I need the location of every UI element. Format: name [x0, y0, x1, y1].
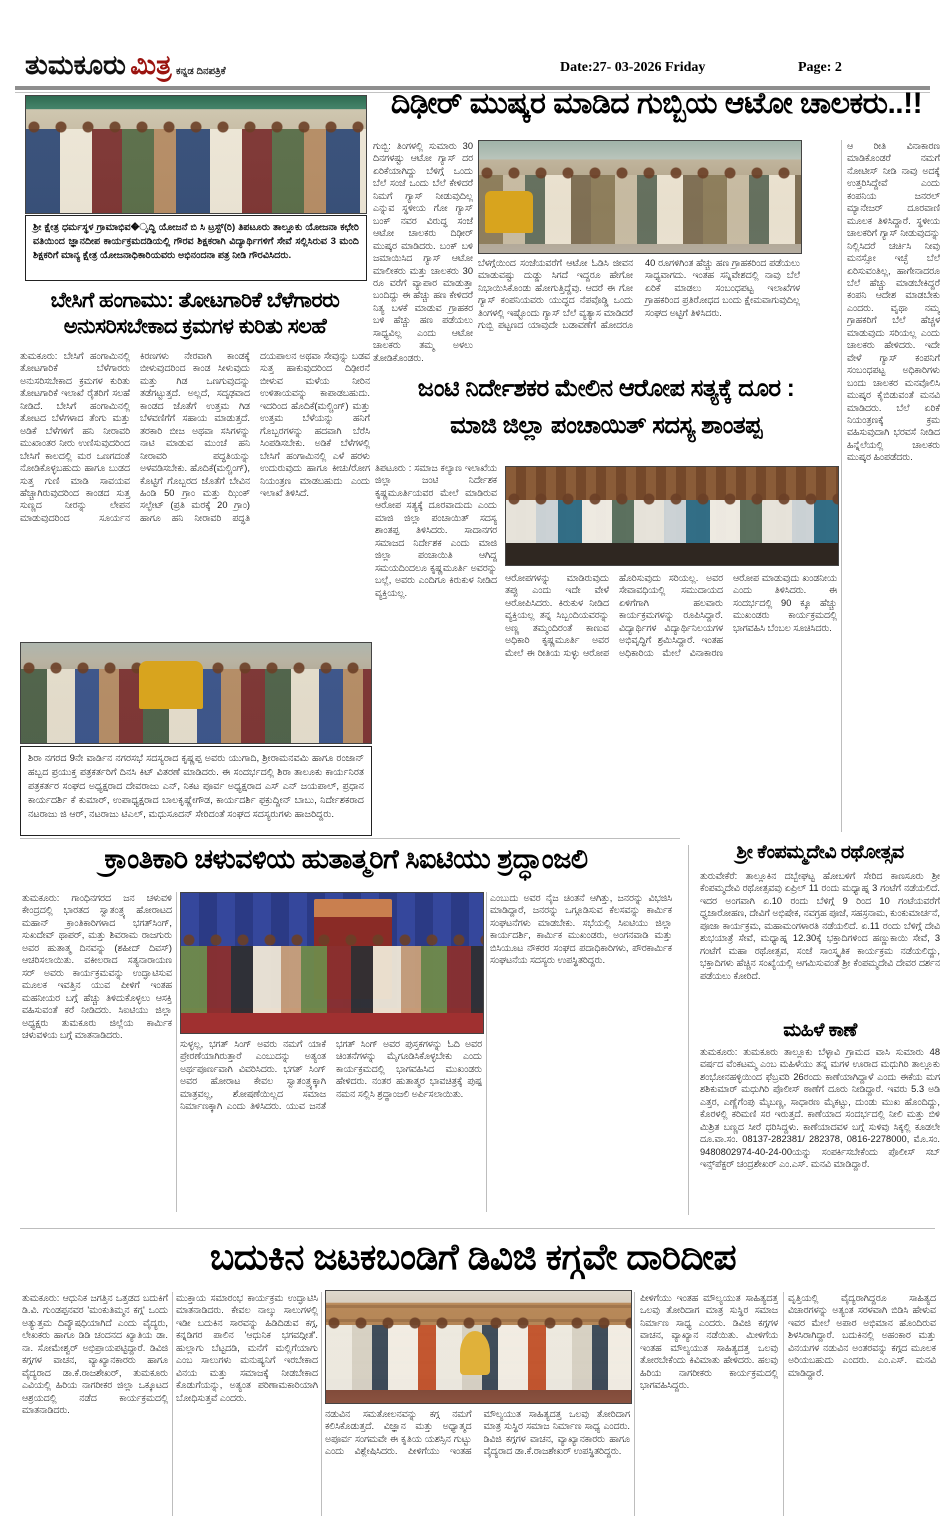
crowd-figures	[506, 500, 838, 543]
heads-row	[26, 119, 366, 135]
citu-col-right: ಎಂಬುದು ಅವರ ನೈಜ ಚಿಂತನೆ ಆಗಿತ್ತು, ಜನರನ್ನು ವಿಭಜಿಸಿ ಮಾಡಿದ್ದಾರೆ, ಜನರನ್ನು ಒಗ್ಗೂಡಿಸುವ ಕೆಲಸವನ್ನು ಕಾರ್ಮಿಕ ಸಂಘಟನೆಗಳು ಮಾಡಬೇಕು. ಸಭೆಯಲ್ಲಿ ಸಿಐಟಿಯು ಜಿಲ್ಲಾ ಕಾರ್ಯದರ್ಶಿ, ಕಾರ್ಮಿಕ ಮುಖಂಡರು, ಅಂಗನವಾಡಿ ಮತ್ತು ಬಿಸಿಯೂಟ ನೌಕರರ ಸಂಘದ ಪದಾಧಿಕಾರಿಗಳು, ಪೌರಕಾರ್ಮಿಕ ಸಂಘಟನೆಯ ಸದಸ್ಯರು ಉಪಸ್ಥಿತರಿದ್ದರು.	[490, 893, 672, 966]
auto-article-col-left: ಗುಬ್ಬಿ: ತಿಂಗಳಲ್ಲಿ ಸುಮಾರು 30 ದಿನಗಳಷ್ಟು ಆಟೋ ಗ್ಯಾಸ್ ದರ ಏರಿಕೆಯಾಗಿದ್ದು ಬೆಳಿಗ್ಗೆ ಒಂದು ಬೆಲೆ ಸಂಜೆ ಒಂದು ಬೆಲೆ ಕೇಳಿದರೆ ನಿಮಗೆ ಗ್ಯಾಸ್ ನೀಡುವುದಿಲ್ಲ ಎನ್ನುವ ಸ್ಥಳೀಯ ಗೋ ಗ್ಯಾಸ್ ಬಂಕ್ ನವರ ವಿರುದ್ಧ ಸಂಜೆ ಆಟೋ ಚಾಲಕರು ದಿಢೀರ್ ಮುಷ್ಕರ ಮಾಡಿದರು. ಬಂಕ್ ಬಳಿ ಜಮಾಯಿಸಿದ ಗ್ಯಾಸ್ ಆಟೋ ಮಾಲೀಕರು ಮತ್ತು ಚಾಲಕರು 30 ರೂ ವರೆಗೆ ವ್ಯಾಪಾರ ಮಾಡುತ್ತಾ ಬಂದಿದ್ದು ಈ ಹೆಚ್ಚು ಹಣ ಕೇಳಿದರೆ ನಿತ್ಯ ಬಳಕೆ ಮಾಡುವ ಗ್ರಾಹಕರ ಬಳಿ ಹೆಚ್ಚು ಹಣ ಪಡೆಯಲು ಸಾಧ್ಯವಿಲ್ಲ ಎಂದು ಆಟೋ ಚಾಲಕರು ತಮ್ಮ ಅಳಲು ತೋಡಿಕೊಂಡರು.	[373, 141, 473, 363]
column-divider	[176, 892, 177, 1212]
headline-dvg: ಬದುಕಿನ ಜಟಕಬಂಡಿಗೆ ಡಿವಿಜಿ ಕಗ್ಗವೇ ದಾರಿದೀಪ	[209, 1236, 737, 1277]
dvg-col5: ಪೀಳಿಗೆಯು ಇಂತಹ ಮೌಲ್ಯಯುತ ಸಾಹಿತ್ಯದತ್ತ ಒಲವು ತೋರಿದಾಗ ಮಾತ್ರ ಸುಸ್ಥಿರ ಸಮಾಜ ನಿರ್ಮಾಣ ಸಾಧ್ಯ ಎಂದರು. ಡಿವಿಜಿ ಕಗ್ಗಗಳ ವಾಚನ, ವ್ಯಾಖ್ಯಾನ ನಡೆಯಿತು. ಮೀಳಿಗೆಯ ಇಂತಹ ಮೌಲ್ಯಯುತ ಸಾಹಿತ್ಯದತ್ತ ಒಲವು ತೋರಬೇಕೆಂದು ಕಿವಿಮಾತು ಹೇಳಿದರು. ಹಲವು ಹಿರಿಯ ನಾಗರೀಕರು ಕಾರ್ಯಕ್ರಮದಲ್ಲಿ ಭಾಗವಹಿಸಿದ್ದರು.	[640, 1293, 778, 1391]
summer-article-body: ತುಮಕೂರು: ಬೇಸಿಗೆ ಹಂಗಾಮಿನಲ್ಲಿ ತೋಟಗಾರಿಕೆ ಬೆಳೆಗಾರರು ಅನುಸರಿಸಬೇಕಾದ ಕ್ರಮಗಳ ಕುರಿತು ತೋಟಗಾರಿಕೆ ಇಲಾಖೆ ರೈತರಿಗೆ ಸಲಹೆ ನೀಡಿದೆ. ಬೇಸಿಗೆ ಹಂಗಾಮಿನಲ್ಲಿ ತೋಟದ ಬೆಳೆಗಳಾದ ತೆಂಗು ಮತ್ತು ಅಡಿಕೆ ಬೆಳೆಗಳಿಗೆ ಹನಿ ನೀರಾವರಿ ಮುಖಾಂತರ ನೀರು ಉಣಿಸುವುದರಿಂದ ಬೇಸಿಗೆ ಕಾಲದಲ್ಲಿ ಮರ ಒಣಗದಂತೆ ನೋಡಿಕೊಳ್ಳಬಹುದು ಹಾಗೂ ಬುಡದ ಸುತ್ತ ಗುಣಿ ಮಾಡಿ ಸಾವಯವ ಹೆಚ್ಚಾಗಿರುವುದರಿಂದ ಕಾಂಡದ ಸುತ್ತ ಸುಣ್ಣದ ನೀರನ್ನು ಲೇಪನ ಮಾಡುವುದರಿಂದ ಸೂರ್ಯನ ಕಿರಣಗಳು ನೇರವಾಗಿ ಕಾಂಡಕ್ಕೆ ಬೀಳುವುದರಿಂದ ಕಾಂಡ ಸೀಳುವುದು ಮತ್ತು ಗಿಡ ಒಣಗುವುದನ್ನು ತಡೆಗಟ್ಟುತ್ತದೆ. ಅಲ್ಲದೆ, ಸದೃಢವಾದ ಕಾಂಡದ ಜೊತೆಗೆ ಉತ್ತಮ ಗಿಡ ಬೆಳವಣಿಗೆಗೆ ಸಹಾಯ ಮಾಡುತ್ತದೆ. ತರಕಾರಿ ಬೀಜ ಅಥವಾ ಸಸಿಗಳನ್ನು ನಾಟಿ ಮಾಡುವ ಮುಂಚೆ ಹನಿ ನೀರಾವರಿ ಪದ್ಧತಿಯನ್ನು ಅಳವಡಿಸಬೇಕು. ಹೊದಿಕೆ(ಮಲ್ಚಿಂಗ್), ಕೊಟ್ಟಿಗೆ ಗೊಬ್ಬರದ ಜೊತೆಗೆ ಬೇವಿನ ಹಿಂಡಿ 50 ಗ್ರಾಂ ಮತ್ತು ಝಿಂಕ್ ಸಲ್ಫೇಟ್ (ಪ್ರತಿ ಮರಕ್ಕೆ 20 ಗ್ರಾಂ) ಹಾಗೂ ಹನಿ ನೀರಾವರಿ ಪದ್ಧತಿ ದಯಪಾಲನ ಅಥವಾ ಸೇವುನ್ನು ಬಡವ ಸುತ್ತ ಹಾಕುವುದರಿಂದ ದಿಢೀರನೆ ಬೀಳುವ ಮಳೆಯ ನೀರಿನ ಉಳಿತಾಯವನ್ನು ಕಾಪಾಡಬಹುದು. ಇದರಿಂದ ಹೊದಿಕೆ(ಮಲ್ಚಿಂಗ್) ಮತ್ತು ಉತ್ತಮ ಬೆಳೆಯನ್ನು ಹನಿಗೆ ಗೊಬ್ಬರಗಳನ್ನು ಹದವಾಗಿ ಬೆರೆಸಿ ಸಿಂಪಡಿಸಬೇಕು. ಅಡಿಕೆ ಬೆಳೆಗಳಲ್ಲಿ ಬೇಸಿಗೆ ಹಂಗಾಮಿನಲ್ಲಿ ಎಳೆ ಹರಳು ಉದುರುವುದು ಹಾಗೂ ಕೀಚು/ರೋಗ ನಿಯಂತ್ರಣ ಮಾಡಬಹುದು ಎಂದು ಇಲಾಖೆ ತಿಳಿಸಿದೆ.	[20, 351, 370, 523]
headline-shantappa-line1: ಜಂಟಿ ನಿರ್ದೇಶಕರ ಮೇಲಿನ ಆರೋಪ ಸತ್ಯಕ್ಕೆ ದೂರ :	[417, 375, 795, 402]
heads-row	[506, 491, 838, 507]
section-divider	[20, 838, 680, 839]
garlanded-guest-shape	[460, 1331, 490, 1375]
heads-row	[479, 165, 801, 181]
heads-row	[326, 1315, 631, 1331]
column-divider	[634, 1292, 635, 1516]
dvg-below-photo: ನಡುವಿನ ಸಮತೋಲನವನ್ನು ಕಗ್ಗ ನಮಗೆ ಕಲಿಸಿಕೊಡುತ್ತದೆ. ವಿಜ್ಞಾನ ಮತ್ತು ಅಧ್ಯಾತ್ಮದ ಅಪೂರ್ವ ಸಂಗಮವೇ ಈ ಕೃತಿಯ ಯಶಸ್ಸಿನ ಗುಟ್ಟು ಎಂದು ವಿಶ್ಲೇಷಿಸಿದರು. ಪೀಳಿಗೆಯು ಇಂತಹ ಮೌಲ್ಯಯುತ ಸಾಹಿತ್ಯದತ್ತ ಒಲವು ತೋರಿದಾಗ ಮಾತ್ರ ಸುಸ್ಥಿರ ಸಮಾಜ ನಿರ್ಮಾಣ ಸಾಧ್ಯ ಎಂದರು. ಡಿವಿಜಿ ಕಗ್ಗಗಳ ವಾಚನ, ವ್ಯಾಖ್ಯಾನಕಾರರು ಹಾಗೂ ವೈದ್ಯರಾದ ಡಾ.ಕೆ.ರಾಜಶೇಖರ್ ಉಪಸ್ಥಿತರಿದ್ದರು.	[325, 1409, 630, 1457]
headline-rathotsava: ಶ್ರೀ ಕೆಂಪಮ್ಮದೇವಿ ರಥೋತ್ಸವ	[736, 842, 904, 863]
headline-shantappa-line2: ಮಾಜಿ ಜಿಲ್ಲಾ ಪಂಚಾಯಿತ್ ಸದಸ್ಯ ಶಾಂತಪ್ಪ	[450, 412, 762, 440]
column-divider	[321, 1292, 322, 1516]
crowd-figures	[181, 946, 483, 1013]
section-divider	[20, 1228, 935, 1229]
citu-col-left: ತುಮಕೂರು: ಗಾಂಧಿನಗರದ ಜನ ಚಳುವಳಿ ಕೇಂದ್ರದಲ್ಲಿ ಭಾರತದ ಸ್ವಾತಂತ್ರ್ಯ ಹೋರಾಟದ ಮಹಾನ್ ಕ್ರಾಂತಿಕಾರಿಗಳಾದ ಭಗತ್‌ಸಿಂಗ್, ಸುಖದೇವ್ ಥಾಪರ್, ಮತ್ತು ಶಿವರಾಮ ರಾಜಗುರು ಅವರ ಹುತಾತ್ಮ ದಿನವನ್ನು (ಶಹೀದ್ ದಿವಸ್) ಆಚರಿಸಲಾಯಿತು. ವಕೀಲರಾದ ಸತ್ಯನಾರಾಯಣ ಸರ್ ಅವರು ಕಾರ್ಯಕ್ರಮವನ್ನು ಉದ್ಘಾಟಿಸುವ ಮೂಲಕ ಇವತ್ತಿನ ಯುವ ಪೀಳಿಗೆ ಇಂತಹ ಮಹನೀಯರ ಬಗ್ಗೆ ಹೆಚ್ಚು ತಿಳಿದುಕೊಳ್ಳಲು ಆಸಕ್ತಿ ವಹಿಸುವಂತೆ ಕರೆ ನೀಡಿದರು. ಸಿಐಟಿಯು ಜಿಲ್ಲಾ ಅಧ್ಯಕ್ಷರು ತುಮಕೂರು ಜಿಲ್ಲೆಯ ಕಾರ್ಮಿಕ ಚಳುವಳಿಯ ಬಗ್ಗೆ ಮಾತನಾಡಿದರು.	[22, 893, 172, 1040]
column-divider	[172, 1292, 173, 1516]
headline-auto-strike: ದಿಢೀರ್ ಮುಷ್ಕರ ಮಾಡಿದ ಗುಬ್ಬಿಯ ಆಟೋ ಚಾಲಕರು..!!	[390, 87, 923, 120]
headline-missing-woman: ಮಹಿಳೆ ಕಾಣೆ	[783, 1020, 857, 1041]
masthead	[25, 50, 226, 82]
column-divider	[688, 845, 689, 1215]
caption-certificate: ಶ್ರೀ ಕ್ಷೇತ್ರ ಧರ್ಮಸ್ಥಳ ಗ್ರಾಮಾಭಿವ�ೃದ್ಧಿ ಯೋಜನೆ ಬಿ ಸಿ ಟ್ರಸ್ಟ್(ರಿ) ತಿಪಟೂರು ತಾಲ್ಲೂಕು ಯೋಜನಾ ಕಛೇರಿ ವತಿಯಿಂದ ಜ್ಞಾನದೀಪ ಕಾರ್ಯಕ್ರಮದಡಿಯಲ್ಲಿ ಗೌರವ ಶಿಕ್ಷಕರಾಗಿ ವಿದ್ಯಾರ್ಥಿಗಳಿಗೆ ಸೇವೆ ಸಲ್ಲಿಸಿರುವ 3 ಮಂದಿ ಶಿಕ್ಷಕರಿಗೆ ಮಾನ್ಯ ಕ್ಷೇತ್ರ ಯೋಜನಾಧಿಕಾರಿಯವರು ಅಭಿನಂದನಾ ಪತ್ರ ನೀಡಿ ಗೌರವಿಸಿದರು.	[25, 215, 367, 281]
column-divider	[841, 140, 842, 832]
dvg-col1: ತುಮಕೂರು: ಆಧುನಿಕ ಜಗತ್ತಿನ ಒತ್ತಡದ ಬದುಕಿಗೆ ಡಿ.ವಿ. ಗುಂಡಪ್ಪನವರ 'ಮಂಕುತಿಮ್ಮನ ಕಗ್ಗ' ಒಂದು ಅತ್ಯುತ್ತಮ ದಿವ್ಯೌಷಧಿಯಾಗಿದೆ ಎಂದು ವೈದ್ಯರು, ಲೇಖಕರು ಹಾಗೂ ಡಿಡಿ ಚಂದನದ ಖ್ಯಾತಿಯ ಡಾ. ನಾ. ಸೋಮೇಶ್ವರ್ ಅಭಿಪ್ರಾಯಪಟ್ಟಿದ್ದಾರೆ. ಡಿವಿಜಿ ಕಗ್ಗಗಳ ವಾಚನ, ವ್ಯಾಖ್ಯಾನಕಾರರು ಹಾಗೂ ವೈದ್ಯರಾದ ಡಾ.ಕೆ.ರಾಜಶೇಖರ್, ತುಮಕೂರು ಎವಿಯಲ್ಲಿ ಹಿರಿಯ ನಾಗರೀಕರ ಜಿಲ್ಲಾ ಒಕ್ಕೂಟದ ಆಶ್ರಯದಲ್ಲಿ ನಡೆದ ಕಾರ್ಯಕ್ರಮದಲ್ಲಿ ಮಾತನಾಡಿದರು.	[22, 1293, 168, 1416]
crowd-figures	[26, 129, 366, 213]
photo-certificate-ceremony	[25, 95, 367, 214]
shantappa-col-left: ತಿಪಟೂರು : ಸಮಾಜ ಕಲ್ಯಾಣ ಇಲಾಖೆಯ ಜಿಲ್ಲಾ ಜಂಟಿ ನಿರ್ದೇಶಕ ಕೃಷ್ಣಮೂರ್ತಿಯವರ ಮೇಲೆ ಮಾಡಿರುವ ಆರೋಪ ಸತ್ಯಕ್ಕೆ ದೂರವಾದುದು ಎಂದು ಮಾಜಿ ಜಿಲ್ಲಾ ಪಂಚಾಯಿತ್ ಸದಸ್ಯ ಶಾಂತಪ್ಪ ತಿಳಿಸಿದರು. ಸಾದಾನಗರ ಸಮಾಜದ ನಿರ್ದೇಶಕ ಎಂದು ಮಾಜಿ ಜಿಲ್ಲಾ ಪಂಚಾಯಿತಿ ಆಗಿದ್ದ ಸಮಯದಿಂದಲೂ ಕೃಷ್ಣಮೂರ್ತಿ ಅವರನ್ನು ಬಲ್ಲೆ, ಅವರು ಎಂದಿಗೂ ಕಿರುಕುಳ ನೀಡಿದ ವ್ಯಕ್ತಿಯಲ್ಲ.	[375, 463, 497, 598]
photo-kit-distribution	[20, 642, 372, 744]
auto-article-below-photo: ಬೆಳಗ್ಗೆಯಿಂದ ಸಂಜೆಯವರೆಗೆ ಆಟೋ ಓಡಿಸಿ ಜೀವನ ಮಾಡುವಷ್ಟು ದುಡ್ಡು ಸಿಗದೆ ಇದ್ದರೂ ಹೇಗೋ ನಿಭಾಯಿಸಿಕೊಂಡು ಹೋಗುತ್ತಿದ್ದೆವು. ಆದರೆ ಈ ಗೋ ಗ್ಯಾಸ್ ಕಂಪನಿಯವರು ಯುದ್ಧದ ನೆಪವೊಡ್ಡಿ ಒಂದು ತಿಂಗಳಲ್ಲಿ ಇಷ್ಟೊಂದು ಗ್ಯಾಸ್ ಬೆಲೆ ವ್ಯತ್ಯಾಸ ಮಾಡಿದರೆ ಗುಬ್ಬಿ ಪಟ್ಟಣದ ಯಾವುದೇ ಬಡಾವಣೆಗೆ ಹೋದರೂ 40 ರೂಗಳಿಗಿಂತ ಹೆಚ್ಚು ಹಣ ಗ್ರಾಹಕರಿಂದ ಪಡೆಯಲು ಸಾಧ್ಯವಾಗದು. ಇಂತಹ ಸನ್ನಿವೇಶದಲ್ಲಿ ನಾವು ಬೆಲೆ ಏರಿಕೆ ಮಾಡಲು ಸಂಬಂಧಪಟ್ಟ ಇಲಾಖೆಗಳ ಗ್ರಾಹಕರಿಂದ ಪ್ರತಿರೋಧದ ಬಂದು ಕ್ಷೇಮವಾಗುವುದಿಲ್ಲ ಸಂಘದ ಅಟ್ಟಿಗೆ ತಿಳಿಸಿದರು.	[478, 258, 800, 331]
date-text: Date:27- 03-2026 Friday	[560, 60, 706, 75]
citu-below-photo: ಸುಳ್ಳಲ್ಲ, ಭಗತ್ ಸಿಂಗ್ ಅವರು ನಮಗೆ ಯಾಕೆ ಪ್ರೇರಣೆಯಾಗಿರುತ್ತಾರೆ ಎಂಬುದನ್ನು ಅತ್ಯಂತ ಅರ್ಥಪೂರ್ಣವಾಗಿ ವಿವರಿಸಿದರು. ಭಗತ್ ಸಿಂಗ್ ಅವರ ಹೋರಾಟ ಕೇವಲ ಸ್ವಾತಂತ್ರ್ಯಕ್ಕಾಗಿ ಮಾತ್ರವಲ್ಲ, ಶೋಷಣೆಯಿಲ್ಲದ ಸಮಾಜ ನಿರ್ಮಾಣಕ್ಕಾಗಿ ಎಂದು ತಿಳಿಸಿದರು. ಯುವ ಜನತೆ ಭಗತ್ ಸಿಂಗ್ ಅವರ ಪುಸ್ತಕಗಳನ್ನು ಓದಿ ಅವರ ಚಿಂತನೆಗಳನ್ನು ಮೈಗೂಡಿಸಿಕೊಳ್ಳಬೇಕು ಎಂದು ಕಾರ್ಯಕ್ರಮದಲ್ಲಿ ಭಾಗವಹಿಸಿದ ಮುಖಂಡರು ಹೇಳಿದರು. ನಂತರ ಹುತಾತ್ಮರ ಭಾವಚಿತ್ರಕ್ಕೆ ಪುಷ್ಪ ನಮನ ಸಲ್ಲಿಸಿ ಶ್ರದ್ಧಾಂಜಲಿ ಅರ್ಪಿಸಲಾಯಿತು.	[180, 1039, 482, 1112]
photo-dvg-event	[325, 1290, 632, 1404]
dvg-col2: ಮುಕ್ತಾಯ ಸಮಾರಂಭ ಕಾರ್ಯಕ್ರಮ ಉದ್ಘಾಟಿಸಿ ಮಾತನಾಡಿದರು. ಕೇವಲ ನಾಲ್ಕು ಸಾಲುಗಳಲ್ಲಿ ಇಡೀ ಬದುಕಿನ ಸಾರವನ್ನು ಹಿಡಿದಿಡುವ ಕಗ್ಗ, ಕನ್ನಡಿಗರ ಪಾಲಿನ 'ಆಧುನಿಕ ಭಗವದ್ಗೀತೆ'. ಹುಲ್ಲಾಗು ಬೆಟ್ಟದಡಿ, ಮನೆಗೆ ಮಲ್ಲಿಗೆಯಾಗು ಎಂಬ ಸಾಲುಗಳು ಮನುಷ್ಯನಿಗೆ ಇರಬೇಕಾದ ವಿನಯ ಮತ್ತು ಸಮಾಜಕ್ಕೆ ನೀಡಬೇಕಾದ ಕೊಡುಗೆಯನ್ನು, ಅತ್ಯಂತ ಪರಿಣಾಮಕಾರಿಯಾಗಿ ಬೋಧಿಸುತ್ತವೆ ಎಂದರು.	[176, 1293, 318, 1403]
shantappa-below-photo: ಆರೋಪಗಳನ್ನು ಮಾಡಿರುವುದು ತಪ್ಪು ಎಂದು ಇದೇ ವೇಳೆ ಆರೋಪಿಸಿದರು. ಕಿರುಕುಳ ನೀಡಿದ ವ್ಯಕ್ತಿಯಲ್ಲ ತನ್ನ ಸಿಬ್ಬಂದಿಯವರನ್ನು ಅಣ್ಣ ತಮ್ಮಂದಿರಂತೆ ಕಾಣುವ ಅಧಿಕಾರಿ ಕೃಷ್ಣಮೂರ್ತಿ ಅವರ ಮೇಲೆ ಈ ರೀತಿಯ ಸುಳ್ಳು ಆರೋಪ ಹೊರಿಸುವುದು ಸರಿಯಲ್ಲ. ಅವರ ಸೇವಾವಧಿಯಲ್ಲಿ ಸಮುದಾಯದ ಏಳಿಗೆಗಾಗಿ ಹಲವಾರು ಕಾರ್ಯಕ್ರಮಗಳನ್ನು ರೂಪಿಸಿದ್ದಾರೆ. ವಿದ್ಯಾರ್ಥಿಗಳ ವಿದ್ಯಾರ್ಥಿನಿಲಯಗಳ ಅಭಿವೃದ್ಧಿಗೆ ಶ್ರಮಿಸಿದ್ದಾರೆ. ಇಂತಹ ಅಧಿಕಾರಿಯ ಮೇಲೆ ವಿನಾಕಾರಣ ಆರೋಪ ಮಾಡುವುದು ಖಂಡನೀಯ ಎಂದು ತಿಳಿಸಿದರು. ಈ ಸಂದರ್ಭದಲ್ಲಿ 90 ಕ್ಕೂ ಹೆಚ್ಚು ಮುಖಂಡರು ಕಾರ್ಯಕ್ರಮದಲ್ಲಿ ಭಾಗವಹಿಸಿ ಬೆಂಬಲ ಸೂಚಿಸಿದರು.	[505, 573, 837, 658]
auto-rickshaw-shape	[139, 661, 203, 709]
caption-sira-kit: ಶಿರಾ ನಗರದ 9ನೇ ವಾರ್ಡಿನ ನಗರಸಭೆ ಸದಸ್ಯರಾದ ಕೃಷ್ಣಪ್ಪ ಅವರು ಯುಗಾದಿ, ಶ್ರೀರಾಮನವಮಿ ಹಾಗೂ ರಂಜಾನ್ ಹಬ್ಬದ ಪ್ರಯುಕ್ತ ಪತ್ರಕರ್ತರಿಗೆ ದಿನಸಿ ಕಿಟ್ ವಿತರಣೆ ಮಾಡಿದರು. ಈ ಸಂದರ್ಭದಲ್ಲಿ ಶಿರಾ ತಾಲೂಕು ಕಾರ್ಯನಿರತ ಪತ್ರಕರ್ತರ ಸಂಘದ ಅಧ್ಯಕ್ಷರಾದ ದೇವರಾಜು ಎನ್, ನಿಕಟ ಪೂರ್ವ ಅಧ್ಯಕ್ಷರಾದ ಎಸ್ ಎನ್ ಜಯಪಾಲ್, ಪ್ರಧಾನ ಕಾರ್ಯದರ್ಶಿ ಕೆ ಕುಮಾರ್, ಉಪಾಧ್ಯಕ್ಷರಾದ ಬಾಲಕೃಷ್ಣೇಗೌಡ, ಕಾರ್ಯದರ್ಶಿ ಫಕ್ರುದ್ದೀನ್ ಬಾಬು, ನಿರ್ದೇಶಕರಾದ ನಟರಾಜು ಜಿ ಆರ್, ನಟರಾಜು ಟಿಎಲ್, ಮಧುಸೂದನ್ ಸೇರಿದಂತೆ ಸಂಘದ ಸದಸ್ಯರುಗಳು ಹಾಜರಿದ್ದರು.	[20, 746, 372, 836]
headline-shantappa	[375, 370, 837, 444]
photo-citu-tribute	[180, 892, 484, 1034]
photo-shantappa-meeting	[505, 466, 839, 566]
missing-woman-body: ತುಮಕೂರು: ತುಮಕೂರು ತಾಲ್ಲೂಕು ಬೆಳ್ಳಾವಿ ಗ್ರಾಮದ ವಾಸಿ ಸುಮಾರು 48 ವರ್ಷದ ವೆಂಕಟಮ್ಮ ಎಂಬ ಮಹಿಳೆಯು ತನ್ನ ಮಗಳ ಊರಾದ ಮಧುಗಿರಿ ತಾಲ್ಲೂಕು ಶಂಭೋನಹಳ್ಳಿಯಿಂದ ಫೆಬ್ರವರಿ 26ರಂದು ಕಾಣೆಯಾಗಿದ್ದಾಳೆ ಎಂದು ಈಕೆಯ ಮಗ ಶಶಿಕುಮಾರ್ ಮಧುಗಿರಿ ಪೊಲೀಸ್ ಠಾಣೆಗೆ ದೂರು ನೀಡಿದ್ದಾರೆ. ಇವರು 5.3 ಅಡಿ ಎತ್ತರ, ಎಣ್ಣೆಗೆಂಪು ಮೈಬಣ್ಣ, ಸಾಧಾರಣ ಮೈಕಟ್ಟು, ದುಂಡು ಮುಖ ಹೊಂದಿದ್ದು, ಕೊರಳಲ್ಲಿ ಕರಿಮಣಿ ಸರ ಇರುತ್ತದೆ. ಕಾಣೆಯಾದ ಸಂದರ್ಭದಲ್ಲಿ ನೀಲಿ ಮತ್ತು ಬಿಳಿ ಮಿಶ್ರಿತ ಬಣ್ಣದ ಸೀರೆ ಧರಿಸಿದ್ದಳು. ಕಾಣೆಯಾದವಳ ಬಗ್ಗೆ ಸುಳಿವು ಸಿಕ್ಕಲ್ಲಿ ಕೂಡಲೇ ದೂ.ವಾ.ಸಂ. 08137-282381/ 282378, 0816-2278000, ಮೊ.ಸಂ. 9480802974-40-24-00ಯನ್ನು ಸಂಪರ್ಕಿಸಬೇಕೆಂದು ಪೊಲೀಸ್ ಸಬ್ ಇನ್ಸ್‌ಪೆಕ್ಟರ್ ಚಂದ್ರಶೇಖರ್ ಎಂ.ಎಸ್. ಮನವಿ ಮಾಡಿದ್ದಾರೆ.	[700, 1047, 940, 1170]
auto-rickshaw-shape	[485, 191, 533, 233]
headline-summer-tips: ಬೇಸಿಗೆ ಹಂಗಾಮು: ತೋಟಗಾರಿಕೆ ಬೆಳೆಗಾರರು ಅನುಸರಿಸಬೇಕಾದ ಕ್ರಮಗಳ ಕುರಿತು ಸಲಹೆ	[50, 289, 340, 339]
heads-row	[181, 932, 483, 948]
auto-article-col-right: ಆ ರೀತಿ ವಿನಾಕಾರಣ ಮಾಡಿಕೊಂಡರೆ ನಮಗೆ ನೋಟೀಸ್ ನೀಡಿ ನಾವು ಅದಕ್ಕೆ ಉತ್ತರಿಸಿದ್ದೇವೆ ಎಂದು ಕಂಪನಿಯ ಜನರಲ್ ಮ್ಯಾನೇಜರ್ ದೂರವಾಣಿ ಮೂಲಕ ತಿಳಿಸಿದ್ದಾರೆ. ಸ್ಥಳೀಯ ಚಾಲಕರಿಗೆ ಗ್ಯಾಸ್ ನೀಡುವುದನ್ನು ನಿಲ್ಲಿಸಿದರೆ ಚರ್ಚಿಸಿ ನೀವು ಮನಸ್ಸೋ ಇಚ್ಛೆ ಬೆಲೆ ಏರಿಸುವಂತಿಲ್ಲ, ಹಾಗೇನಾದರೂ ಬೆಲೆ ಹೆಚ್ಚು ಮಾಡಬೇಕಿದ್ದರೆ ಕಂಪನಿ ಆದೇಶ ಮಾಡಬೇಕು ಎಂದರು. ವೃಥಾ ನಮ್ಮ ಗ್ರಾಹಕರಿಗೆ ಬೆಲೆ ಹೆಚ್ಚಳ ಮಾಡುವುದು ಸರಿಯಲ್ಲ ಎಂದು ಚಾಲಕರು ಹೇಳಿದರು. ಇದೇ ವೇಳೆ ಗ್ಯಾಸ್ ಕಂಪನಿಗೆ ಸಂಬಂಧಪಟ್ಟ ಅಧಿಕಾರಿಗಳು ಬಂದು ಚಾಲಕರ ಮನವೊಲಿಸಿ ಮುಷ್ಕರ ಕೈಬಿಡುವಂತೆ ಮನವಿ ಮಾಡಿದರು. ಬೆಲೆ ಏರಿಕೆ ನಿಯಂತ್ರಣಕ್ಕೆ ಕ್ರಮ ವಹಿಸುವುದಾಗಿ ಭರವಸೆ ನೀಡಿದ ಹಿನ್ನೆಲೆಯಲ್ಲಿ ಚಾಲಕರು ಮುಷ್ಕರ ಹಿಂಪಡೆದರು.	[847, 141, 940, 463]
column-divider	[783, 1292, 784, 1516]
column-divider	[486, 892, 487, 1212]
headline-citu: ಕ್ರಾಂತಿಕಾರಿ ಚಳುವಳಿಯ ಹುತಾತ್ಮರಿಗೆ ಸಿಐಟಿಯು ಶ್ರದ್ಧಾಂಜಲಿ	[104, 844, 588, 874]
photo-auto-drivers	[478, 140, 802, 254]
page-number: Page: 2	[798, 60, 842, 75]
masthead-title-black: ತುಮಕೂರು	[25, 50, 126, 80]
masthead-tagline: ಕನ್ನಡ ದಿನಪತ್ರಿಕೆ	[176, 66, 226, 77]
dvg-col6: ವೃತ್ತಿಯಲ್ಲಿ ವೈದ್ಯರಾಗಿದ್ದರೂ ಸಾಹಿತ್ಯದ ವಿಚಾರಗಳನ್ನು ಅತ್ಯಂತ ಸರಳವಾಗಿ ಬಿಡಿಸಿ ಹೇಳುವ ಇವರ ಮೇಲೆ ಅಪಾರ ಅಭಿಮಾನ ಹೊಂದಿರುವ ಶಿಳಸಿರಾಗಿದ್ದಾರೆ. ಬದುಕಿನಲ್ಲಿ ಅಹಂಕಾರ ಮತ್ತು ವಿನಯಗಳ ನಡುವಿನ ಅಂತರವನ್ನು ಕಗ್ಗದ ಮೂಲಕ ಅರಿಯಬಹುದು ಎಂದರು. ಎಂ.ಎಸ್. ಮನವಿ ಮಾಡಿದ್ದಾರೆ.	[788, 1293, 936, 1378]
rathotsava-body: ತುರುವೇಕೆರೆ: ತಾಲ್ಲೂಕಿನ ದಬ್ಬೇಘಟ್ಟ ಹೋಬಳಿಗೆ ಸೇರಿದ ಕಾಣಸೂರು ಶ್ರೀ ಕೆಂಪಮ್ಮದೇವಿ ರಥೋತ್ಸವವು ಏಪ್ರಿಲ್ 11 ರಂದು ಮಧ್ಯಾಹ್ನ 3 ಗಂಟೆಗೆ ನಡೆಯಲಿದೆ. ಇದರ ಅಂಗವಾಗಿ ಏ.10 ರಂದು ಬೆಳಿಗ್ಗೆ 9 ರಿಂದ 10 ಗಂಟೆಯವರೆಗೆ ಧ್ವಜಾರೋಹಣ, ದೇವಿಗೆ ಅಭಿಷೇಕ, ನವಗ್ರಹ ಪೂಜೆ, ಸಹಸ್ರನಾಮ, ಕುಂಕುಮಾರ್ಚನೆ, ಪೂಜಾ ಕಾರ್ಯಕ್ರಮ, ಮಹಾಮಂಗಳಾರತಿ ನಡೆಯಲಿದೆ. ಏ.11 ರಂದು ಬೆಳಿಗ್ಗೆ ದೇವಿ ಶುಭಯಾತ್ರೆ ಸೇವೆ, ಮಧ್ಯಾಹ್ನ 12.30ಕ್ಕೆ ಭಕ್ತಾದಿಗಳಿಂದ ಹಣ್ಣುಕಾಯಿ ಸೇವೆ, 3 ಗಂಟೆಗೆ ಮಹಾ ರಥೋತ್ಸವ, ಸಂಜೆ ಸಾಂಸ್ಕೃತಿಕ ಕಾರ್ಯಕ್ರಮ ನಡೆಯಲಿದ್ದು, ಭಕ್ತಾದಿಗಳು ಹೆಚ್ಚಿನ ಸಂಖ್ಯೆಯಲ್ಲಿ ಆಗಮಿಸುವಂತೆ ಶ್ರೀ ಕೆಂಪಮ್ಮದೇವಿ ದೇವರ ದರ್ಶನ ಪಡೆಯಲು ಕೋರಿದೆ.	[700, 871, 940, 981]
masthead-title-red: ಮಿತ್ರ	[130, 50, 172, 80]
